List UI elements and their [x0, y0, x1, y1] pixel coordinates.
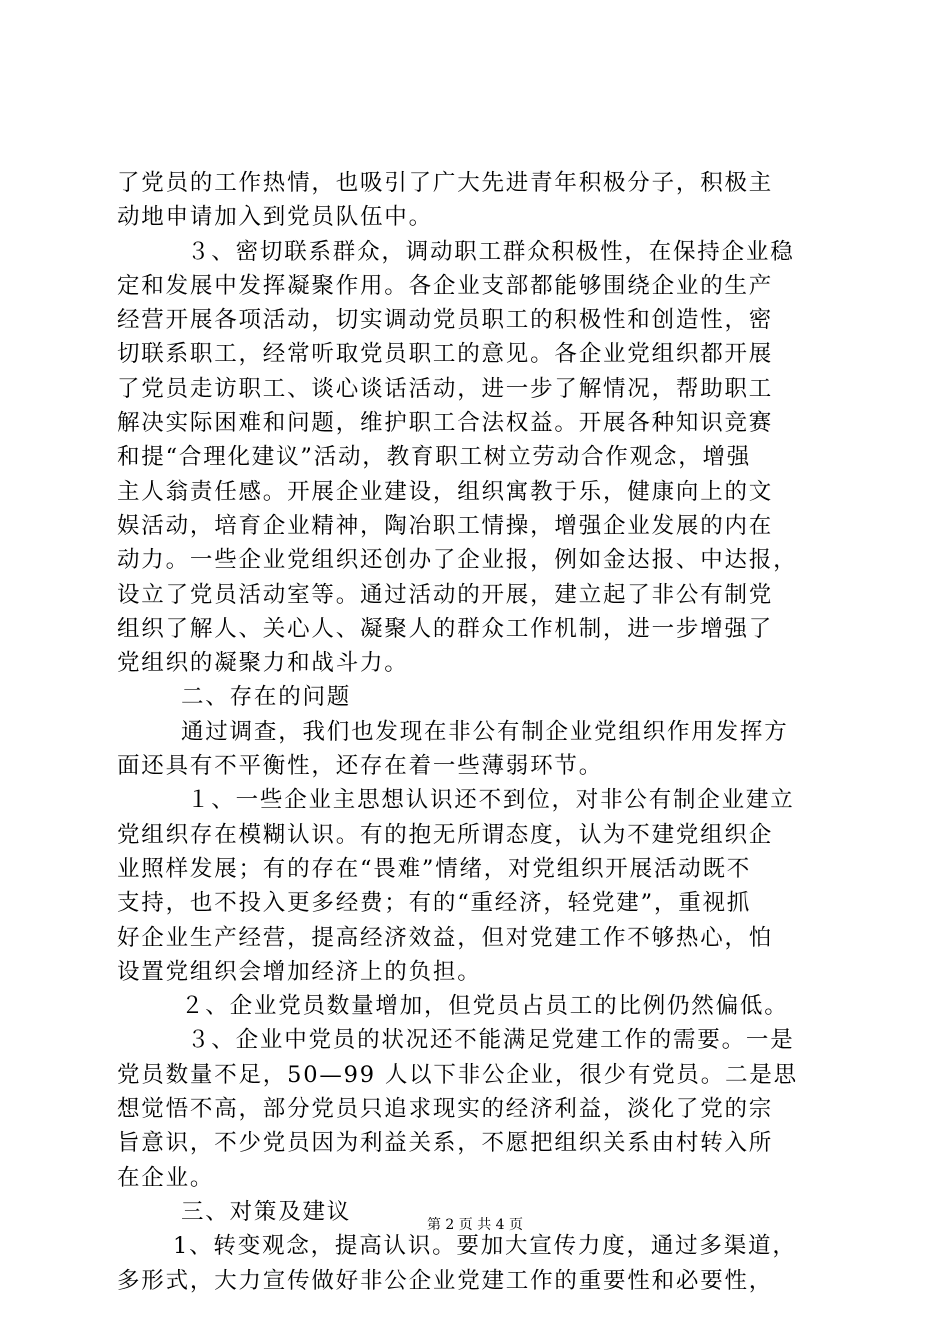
text-line: 好企业生产经营，提高经济效益，但对党建工作不够热心，怕 — [117, 924, 774, 951]
text-line: 党组织的凝聚力和战斗力。 — [117, 650, 409, 677]
text-line: 旨意识，不少党员因为利益关系，不愿把组织关系由村转入所 — [117, 1130, 774, 1157]
text-line: １、一些企业主思想认识还不到位，对非公有制企业建立 — [187, 787, 795, 814]
text-line: 设立了党员活动室等。通过活动的开展，建立起了非公有制党 — [117, 581, 774, 608]
text-line: 娱活动，培育企业精神，陶冶职工情操，增强企业发展的内在 — [117, 512, 774, 539]
text-line: 支持，也不投入更多经费；有的“重经济，轻党建”，重视抓 — [117, 890, 752, 917]
text-line: 多形式，大力宣传做好非公企业党建工作的重要性和必要性， — [117, 1267, 774, 1294]
text-line: 设置党组织会增加经济上的负担。 — [117, 958, 482, 985]
text-line: 想觉悟不高，部分党员只追求现实的经济利益，淡化了党的宗 — [117, 1096, 774, 1123]
text-line: 和提“合理化建议”活动，教育职工树立劳动合作观念，增强 — [117, 444, 752, 471]
text-line: 主人翁责任感。开展企业建设，组织寓教于乐，健康向上的文 — [117, 478, 774, 505]
text-line: 组织了解人、关心人、凝聚人的群众工作机制，进一步增强了 — [117, 615, 774, 642]
text-line: 动力。一些企业党组织还创办了企业报，例如金达报、中达报， — [117, 547, 798, 574]
text-line: 了党员走访职工、谈心谈话活动，进一步了解情况，帮助职工 — [117, 375, 774, 402]
text-line: 在企业。 — [117, 1164, 215, 1191]
text-line: 切联系职工，经常听取党员职工的意见。各企业党组织都开展 — [117, 341, 774, 368]
text-line: ３、企业中党员的状况还不能满足党建工作的需要。一是 — [187, 1027, 795, 1054]
text-line: 定和发展中发挥凝聚作用。各企业支部都能够围绕企业的生产 — [117, 272, 774, 299]
text-line: 1、转变观念，提高认识。要加大宣传力度，通过多渠道， — [173, 1233, 797, 1260]
text-line: 了党员的工作热情，也吸引了广大先进青年积极分子，积极主 — [117, 170, 774, 196]
text-line: 党组织存在模糊认识。有的抱无所谓态度，认为不建党组织企 — [117, 821, 774, 848]
text-line: 经营开展各项活动，切实调动党员职工的积极性和创造性，密 — [117, 307, 774, 334]
text-line: 三、对策及建议 — [181, 1198, 352, 1225]
text-line: 党员数量不足，50—99 人以下非公企业，很少有党员。二是思 — [117, 1061, 798, 1088]
text-line: 二、存在的问题 — [181, 684, 352, 711]
page-footer: 第 2 页 共 4 页 — [426, 1217, 524, 1233]
text-line: 通过调查，我们也发现在非公有制企业党组织作用发挥方 — [181, 718, 789, 745]
document-body — [117, 166, 837, 1298]
text-line: 动地申请加入到党员队伍中。 — [117, 204, 433, 231]
text-line: 业照样发展；有的存在“畏难”情绪，对党组织开展活动既不 — [117, 855, 752, 882]
text-line: ２、企业党员数量增加，但党员占员工的比例仍然偏低。 — [181, 993, 789, 1020]
text-line: ３、密切联系群众，调动职工群众积极性，在保持企业稳 — [187, 238, 795, 265]
text-line: 面还具有不平衡性，还存在着一些薄弱环节。 — [117, 753, 604, 780]
text-line: 解决实际困难和问题，维护职工合法权益。开展各种知识竞赛 — [117, 410, 774, 437]
